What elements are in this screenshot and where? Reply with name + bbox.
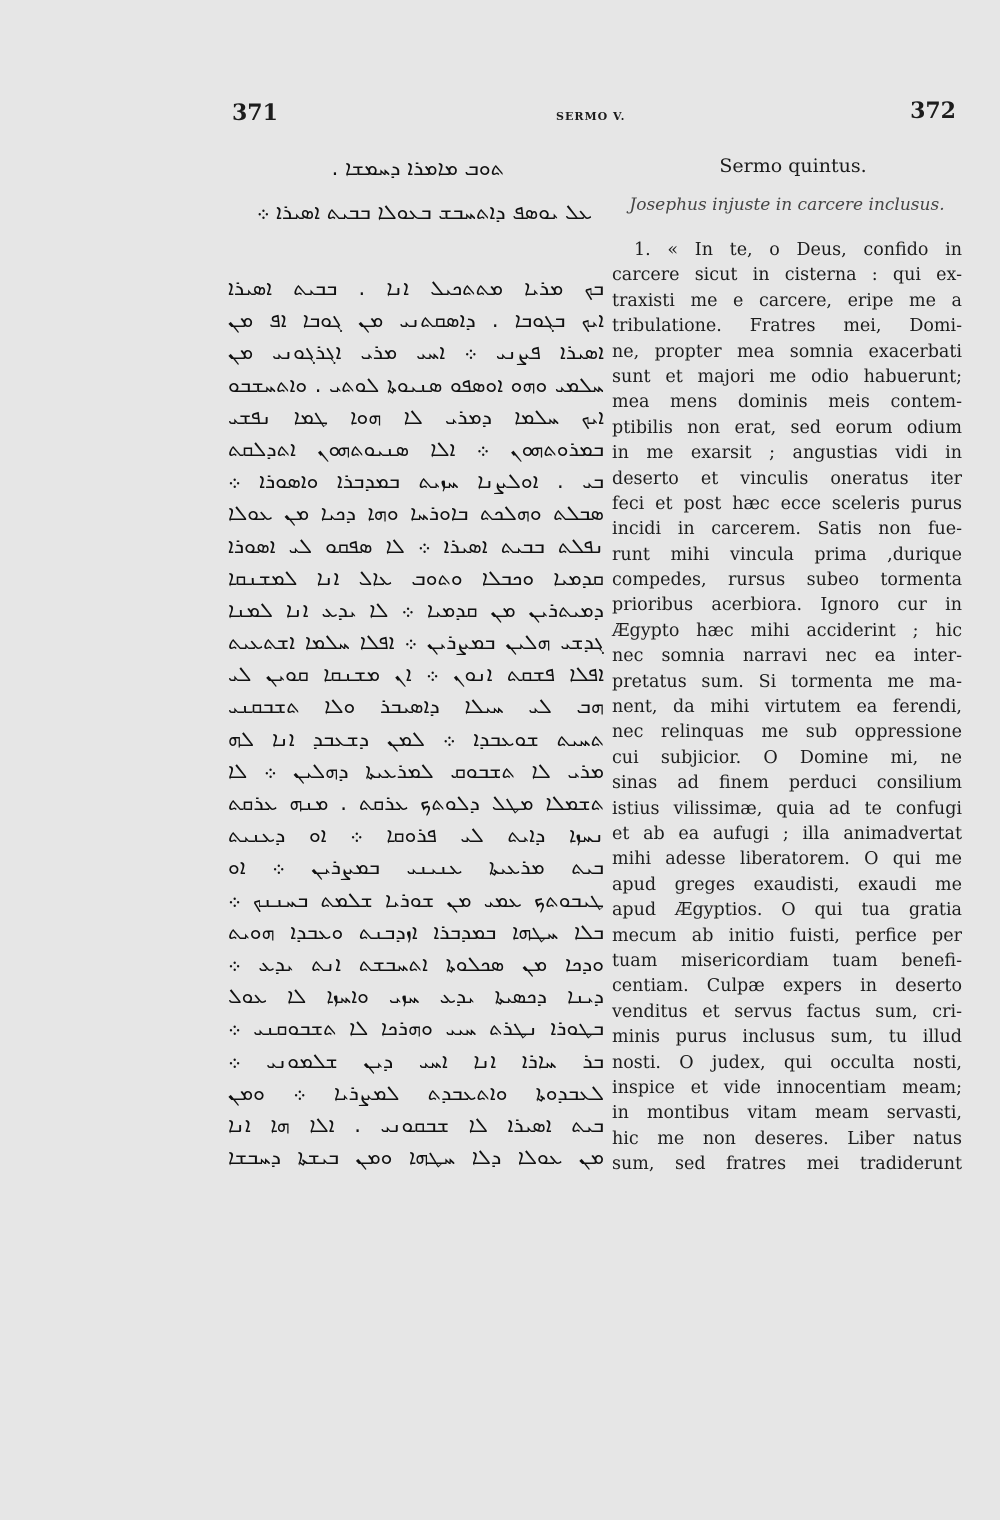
latin-line: Ægypto hæc mihi acciderint ; hic [612, 620, 962, 641]
syriac-line: ܠܥܒܕܘܬܐ ܘܐܬܥܒܕܬ ܠܡܨܪܝܐ ܀ ܘܡܢ [228, 1080, 604, 1105]
latin-line: apud greges exaudisti, exaudi me [612, 874, 962, 895]
syriac-line: ܒܝ . ܐܘܠܨܢܐ ܚܙܝܬ ܒܡܕܒܪܐ ܘܐܣܘܪܐ ܀ [228, 469, 604, 494]
latin-line: minis purus inclusus sum, tu illud [612, 1027, 962, 1048]
syriac-line: ܬܚܝܬ ܫܘܥܒܕܐ ܀ ܠܡܢ ܕܫܥܒܕ ܐܢܐ ܠܗ [228, 726, 604, 751]
latin-subtitle: Josephus injuste in carcere inclusus. [629, 195, 945, 215]
latin-line: nec relinquas me sub oppressione [612, 722, 962, 743]
latin-line: pretatus sum. Si tormenta me ma- [612, 671, 962, 692]
syriac-line: ܕܡܝܬܪܝܢ ܡܢ ܩܕܡܝܐ ܀ ܠܐ ܝܕܥ ܐܢܐ ܠܡܢܐ [228, 597, 604, 622]
latin-line: runt mihi vincula prima ,durique [612, 544, 962, 565]
syriac-line: ܒܝܬ ܐܣܝܪܐ ܠܐ ܫܒܩܘܢܝ . ܐܠܐ ܗܐ ܐܢܐ [228, 1112, 604, 1137]
latin-line: 1. « In te, o Deus, confido in [634, 240, 962, 260]
latin-line: cui subjicior. O Domine mi, ne [612, 747, 962, 768]
syriac-line: ܛܝܒܘܬܟ ܥܡܝ ܡܢ ܫܘܪܝܐ ܫܠܡܬ ܒܚܢܢܟ ܀ [228, 887, 604, 912]
syriac-line: ܕܝܢܐ ܕܟܣܝܬܐ ܝܕܥ ܚܙܝ ܘܐܚܙܐ ܠܐ ܥܘܠ [228, 984, 604, 1009]
latin-line: in montibus vitam meam servasti, [612, 1103, 962, 1124]
latin-line: traxisti me e carcere, eripe me a [612, 290, 962, 311]
latin-line: prioribus acerbiora. Ignoro cur in [612, 595, 962, 616]
latin-line: inspice et vide innocentiam meam; [612, 1077, 962, 1098]
latin-line: ne, propter mea somnia exacerbati [612, 341, 962, 362]
latin-line: centiam. Culpæ expers in deserto [612, 976, 962, 997]
latin-body [612, 238, 962, 1177]
latin-line: deserto et vinculis oneratus iter [612, 468, 962, 489]
syriac-line: ܗܒ ܠܝ ܚܝܠܐ ܕܐܣܝܒܪ ܘܠܐ ܬܫܒܩܢܝ [228, 694, 604, 719]
latin-line: compedes, rursus subeo tormenta [612, 570, 962, 591]
latin-line: nec somnia narravi nec ea inter- [612, 646, 962, 667]
syriac-line: ܚܠܡܝ ܘܗܘ ܐܘܣܦܘ ܣܢܝܘܬܐ ܠܘܬܝ . ܘܐܬܚܫܒܘ [228, 372, 604, 397]
latin-line: carcere sicut in cisterna : qui ex- [612, 265, 962, 286]
latin-line: nent, da mihi virtutem ea ferendi, [612, 697, 962, 718]
syriac-line: ܐܝܟ ܚܠܡܐ ܕܡܪܝ ܠܐ ܗܘܐ ܛܡܐ ܢܦܫܝ [228, 404, 604, 429]
syriac-line: ܐܝܟ ܒܓܘܒܐ . ܕܐܣܩܬܢܝ ܡܢ ܓܘܒܐ ܐܦ ܡܢ [228, 308, 604, 333]
syriac-body [228, 272, 604, 1173]
syriac-line: ܘܕܟܐ ܡܢ ܣܟܠܘܬܐ ܐܬܚܒܫܬ ܐܢܬ ܝܕܥ ܀ [228, 951, 604, 976]
latin-line: et ab ea aufugi ; illa animadvertat [612, 823, 962, 844]
syriac-line: ܩܕܡܝܐ ܘܟܒܠܐ ܘܬܘܒ ܥܐܠ ܐܢܐ ܠܡܫܢܩܐ [228, 565, 604, 590]
running-head: SERMO V. [556, 110, 626, 123]
syriac-line: ܣܒܠܬ ܘܗܠܟܬ ܒܐܘܪܚܐ ܘܗܐ ܕܟܝܐ ܡܢ ܥܘܠܐ [228, 501, 604, 526]
latin-line: venditus et servus factus sum, cri- [612, 1001, 962, 1022]
syriac-line: ܡܢ ܥܘܠܐ ܕܠܐ ܚܛܗܐ ܘܡܢ ܒܝܫܬܐ ܕܚܒܫܐ [228, 1145, 604, 1170]
latin-line: apud Ægyptios. O qui tua gratia [612, 900, 962, 921]
latin-line: tuam misericordiam tuam benefi- [612, 950, 962, 971]
latin-title: Sermo quintus. [719, 155, 867, 177]
latin-line: tribulatione. Fratres mei, Domi- [612, 316, 962, 337]
syriac-line: ܐܣܝܪܐ ܦܨܢܝ ܀ ܐܚܝ ܡܪܝ ܐܓܪܓܘܢܝ ܡܢ [228, 340, 604, 365]
latin-line: ptibilis non erat, sed eorum odium [612, 417, 962, 438]
latin-line: sunt et majori me odio habuerunt; [612, 366, 962, 387]
syriac-line: ܒܠܐ ܚܛܗܐ ܒܡܕܒܪܐ ܐܙܕܒܢܬ ܘܥܒܕܐ ܗܘܝܬ [228, 919, 604, 944]
latin-line: feci et post hæc ecce sceleris purus [612, 493, 962, 514]
syriac-text-column [228, 150, 604, 1300]
syriac-line: ܢܦܠܬ ܒܒܝܬ ܐܣܝܪܐ ܀ ܠܐ ܣܦܩܘ ܠܝ ܐܣܘܪܐ [228, 533, 604, 558]
latin-line: hic me non deseres. Liber natus [612, 1128, 962, 1149]
latin-line: incidi in carcerem. Satis non fue- [612, 519, 962, 540]
syriac-line: ܐܦܠܐ ܦܫܩܬ ܐܢܘܢ ܀ ܐܢ ܡܫܢܩܐ ܩܘܝܢ ܠܝ [228, 662, 604, 687]
latin-line: mea mens dominis meis contem- [612, 392, 962, 413]
latin-line: mihi adesse liberatorem. O qui me [612, 849, 962, 870]
latin-line: nosti. O judex, qui occulta nosti, [612, 1052, 962, 1073]
syriac-line: ܬܫܡܠܐ ܡܛܠ ܕܠܘܬܟ ܥܪܩܬ . ܡܢܗ ܥܪܩܬ [228, 791, 604, 815]
right-page-number: 372 [910, 98, 956, 124]
latin-line: sinas ad finem perduci consilium [612, 773, 962, 794]
syriac-line: ܒܟ ܡܪܝܐ ܡܬܬܟܝܠ ܐܢܐ . ܒܒܝܬ ܐܣܝܪܐ [228, 276, 604, 300]
syriac-line: ܒܪ ܚܐܪܐ ܐܢܐ ܐܚܝ ܕܝܢ ܫܠܡܘܢܝ ܀ [228, 1048, 604, 1073]
latin-line: istius vilissimæ, quia ad te confugi [612, 798, 962, 819]
syriac-line: ܒܛܘܪܐ ܢܛܪܬ ܚܝܝ ܘܗܪܟܐ ܠܐ ܬܫܒܘܩܢܝ ܀ [228, 1016, 604, 1041]
syriac-line: ܡܪܝ ܠܐ ܬܫܒܘܩ ܠܡܪܥܝܬܐ ܕܗܠܝܢ ܀ ܠܐ [228, 758, 604, 783]
latin-line: sum, sed fratres mei tradiderunt [612, 1154, 962, 1175]
latin-line: in me exarsit ; angustias vidi in [612, 443, 962, 464]
latin-text-column [612, 150, 962, 1177]
syriac-line: ܓܕܫܝ ܗܠܝܢ ܒܡܨܪܝܢ ܀ ܐܦܠܐ ܚܠܡܐ ܐܫܬܥܝܬ [228, 630, 604, 655]
syriac-line: ܒܡܪܘܬܗܘܢ ܀ ܐܠܐ ܣܢܝܘܬܗܘܢ ܐܬܕܠܩܬ [228, 436, 604, 461]
left-page-number: 371 [232, 100, 278, 126]
syriac-line: ܢܚܙܐ ܕܐܝܬ ܠܝ ܦܪܘܩܐ ܀ ܐܘ ܕܥܢܝܬ [228, 823, 604, 848]
syriac-subtitle: ܥܠ ܝܘܣܦ ܕܐܬܚܒܫ ܒܥܘܠܐ ܒܒܝܬ ܐܣܝܪܐ ܀ [256, 200, 592, 224]
syriac-title: ܬܘܒ ܡܐܡܪܐ ܕܚܡܫܐ . [331, 156, 504, 180]
syriac-line: ܒܝܬ ܡܪܥܝܬܐ ܥܢܝܢܝ ܒܡܨܪܝܢ ܀ ܐܘ [228, 855, 604, 880]
page-header [0, 96, 1000, 136]
latin-line: mecum ab initio fuisti, perfice per [612, 925, 962, 946]
